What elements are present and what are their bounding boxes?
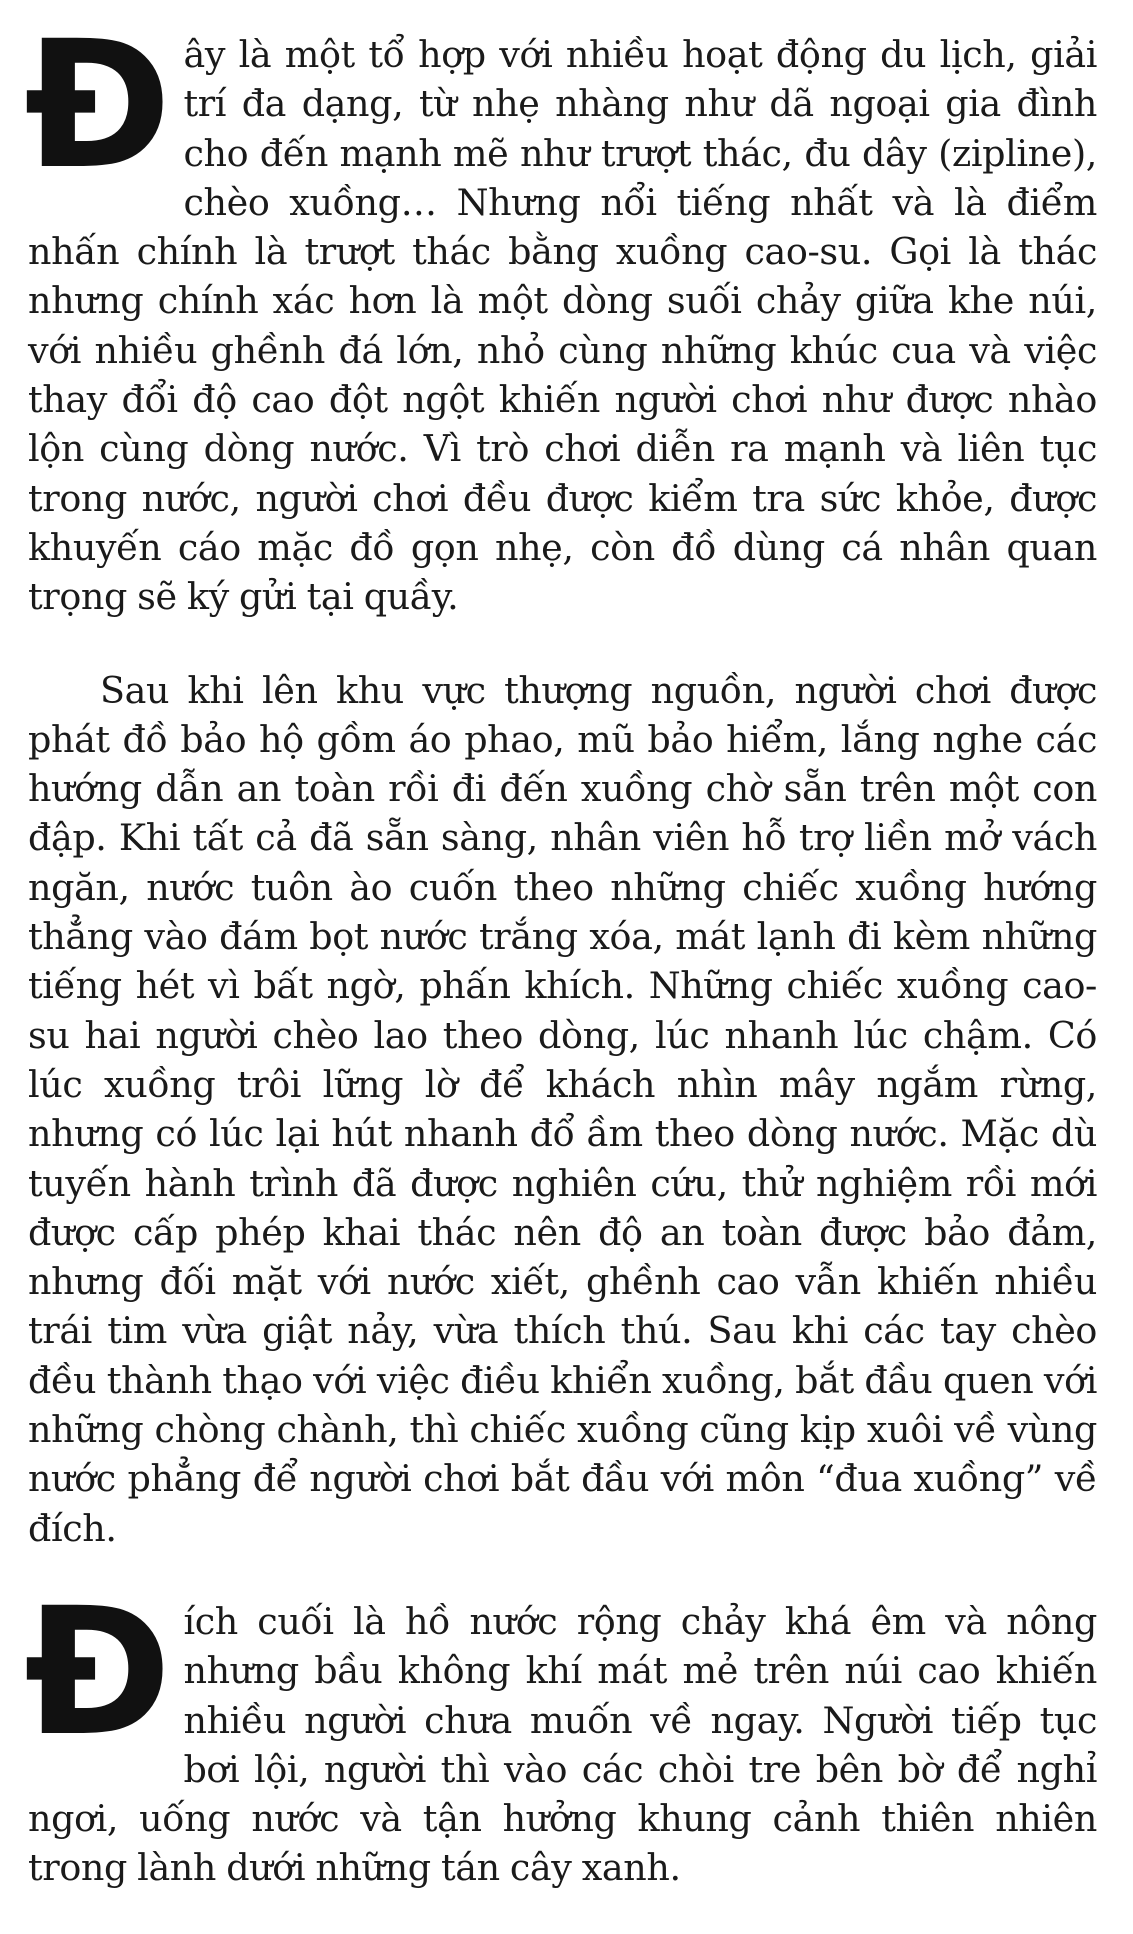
paragraph-2	[28, 666, 1097, 1553]
drop-cap-2: Đ	[24, 1569, 172, 1775]
paragraph-2-text: Sau khi lên khu vực thượng nguồn, người chơi được phát đồ bảo hộ gồm áo phao, mũ bảo hiểm, lắng nghe các hướng dẫn an toàn rồi đi đến xuồng chờ sẵn trên một con đập. Khi tất cả đã sẵn sàng, nhân viên hỗ trợ liền mở vách ngăn, nước tuôn ào cuốn theo những chiếc xuồng hướng thẳng vào đám bọt nước trắng xóa, mát lạnh đi kèm những tiếng hét vì bất ngờ, phấn khích. Những chiếc xuồng cao-su hai người chèo lao theo dòng, lúc nhanh lúc chậm. Có lúc xuồng trôi lững lờ để khách nhìn mây ngắm rừng, nhưng có lúc lại hút nhanh đổ ầm theo dòng nước. Mặc dù tuyến hành trình đã được nghiên cứu, thử nghiệm rồi mới được cấp phép khai thác nên độ an toàn được bảo đảm, nhưng đối mặt với nước xiết, ghềnh cao vẫn khiến nhiều trái tim vừa giật nảy, vừa thích thú. Sau khi các tay chèo đều thành thạo với việc điều khiển xuồng, bắt đầu quen với những chòng chành, thì chiếc xuồng cũng kịp xuôi về vùng nước phẳng để người chơi bắt đầu với môn “đua xuồng” về đích.	[28, 668, 1097, 1550]
paragraph-1	[24, 3, 1097, 622]
drop-cap-1: Đ	[24, 3, 172, 208]
paragraph-1-text: ây là một tổ hợp với nhiều hoạt động du lịch, giải trí đa dạng, từ nhẹ nhàng như dã ngoại gia đình cho đến mạnh mẽ như trượt thác, đu dây (zipline), chèo xuồng… Nhưng nổi tiếng nhất và là điểm nhấn chính là trượt thác bằng xuồng cao-su. Gọi là thác nhưng chính xác hơn là một dòng suối chảy giữa khe núi, với nhiều ghềnh đá lớn, nhỏ cùng những khúc cua và việc thay đổi độ cao đột ngột khiến người chơi như được nhào lộn cùng dòng nước. Vì trò chơi diễn ra mạnh và liên tục trong nước, người chơi đều được kiểm tra sức khỏe, được khuyến cáo mặc đồ gọn nhẹ, còn đồ dùng cá nhân quan trọng sẽ ký gửi tại quầy.	[28, 33, 1097, 619]
paragraph-3	[24, 1569, 1097, 1893]
paragraph-3-text: ích cuối là hồ nước rộng chảy khá êm và nông nhưng bầu không khí mát mẻ trên núi cao khiến nhiều người chưa muốn về ngay. Người tiếp tục bơi lội, người thì vào các chòi tre bên bờ để nghỉ ngơi, uống nước và tận hưởng khung cảnh thiên nhiên trong lành dưới những tán cây xanh.	[28, 1599, 1097, 1890]
